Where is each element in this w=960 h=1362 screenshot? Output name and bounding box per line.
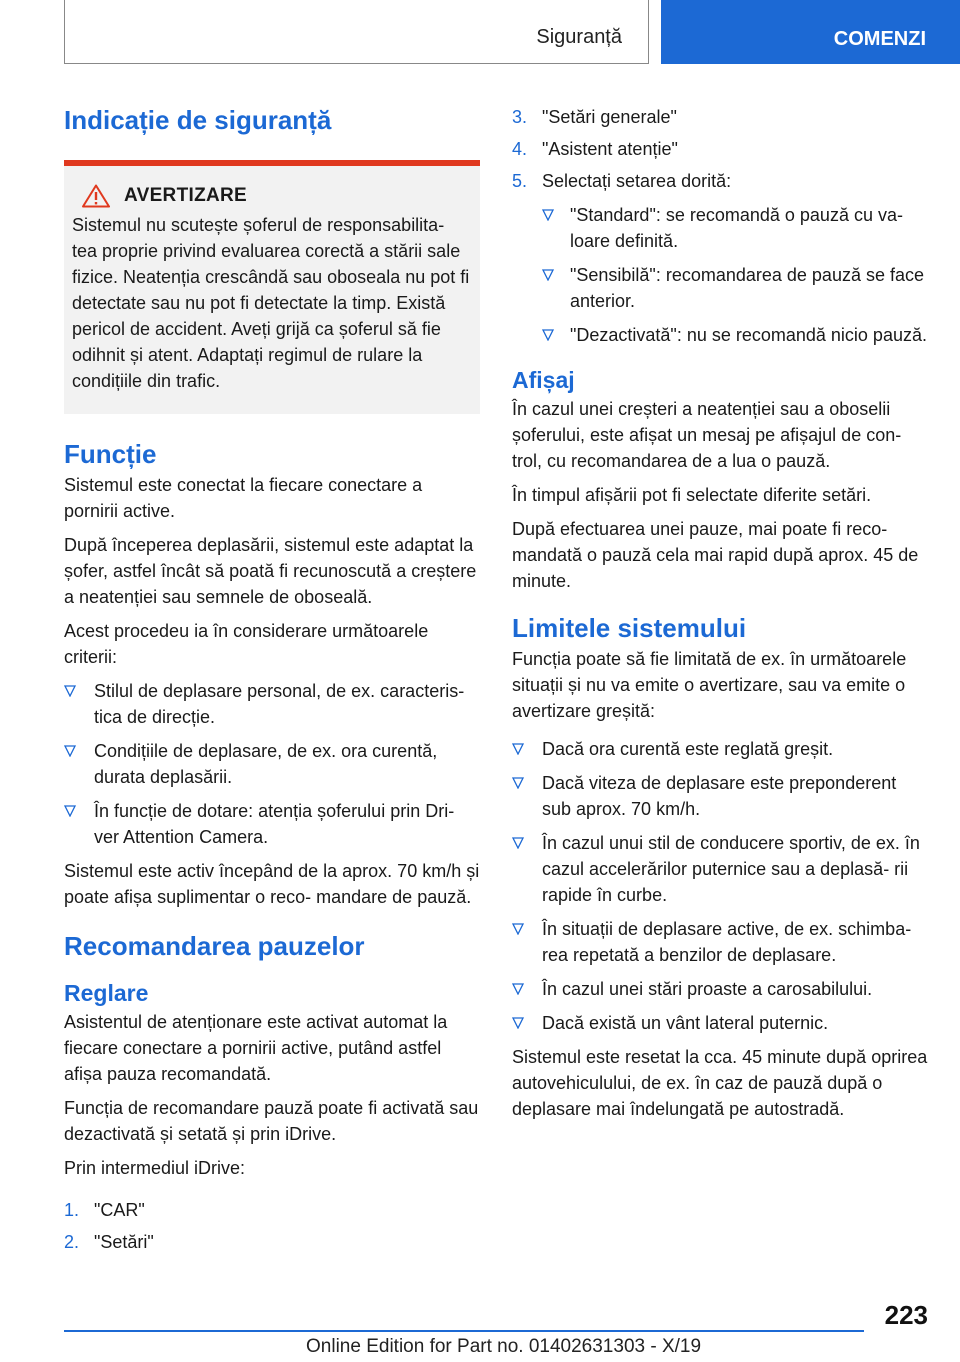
warning-box	[64, 160, 480, 414]
option-text: "Sensibilă": recomandarea de pauză se face anterior.	[570, 265, 924, 311]
limit-item	[512, 916, 928, 968]
display-title: Afișaj	[512, 367, 575, 393]
limit-text: Dacă există un vânt lateral puternic.	[542, 1012, 829, 1033]
option-item	[542, 202, 928, 254]
limit-item	[512, 830, 928, 908]
right-column	[512, 100, 928, 1130]
limits-paragraph: Funcția poate să fie limitată de ex. în următoarele situații și nu va emite o avertizare, sau va emite o avertizare greșită:	[512, 648, 907, 721]
warning-title: AVERTIZARE	[124, 184, 247, 206]
function-title: Funcție	[64, 438, 157, 469]
options-list	[542, 202, 928, 348]
step-text: "Setări"	[94, 1232, 154, 1253]
warning-header	[82, 184, 470, 208]
option-item	[542, 262, 928, 314]
step-number: 5.	[512, 171, 528, 191]
step-number: 4.	[512, 139, 528, 159]
limit-item	[512, 976, 928, 1002]
option-text: "Dezactivată": nu se recomandă nicio pauză.	[570, 325, 927, 345]
step-number: 2.	[64, 1232, 80, 1253]
settings-paragraph: Asistentul de atenționare este activat automat la fiecare conectare a pornirii active, putând astfel afișa pauza recomandată.	[64, 1012, 448, 1085]
function-paragraph: Sistemul este activ începând de la aprox. 70 km/h și poate afișa suplimentar o reco- mandare de pauză.	[64, 860, 480, 907]
limits-paragraph: Sistemul este resetat la cca. 45 minute după oprirea autovehiculului, de ex. în caz de pauză după o deplasare mai îndelungată pe autostradă.	[512, 1046, 928, 1119]
display-paragraph: În cazul unei creșteri a neatenției sau a oboselii șoferului, este afișat un mesaj pe afișajul de con- trol, cu recomandarea de a lua o pauză.	[512, 398, 902, 471]
limit-text: În cazul unui stil de conducere sportiv, de ex. în cazul accelerărilor puternice sau a deplasă- rii rapide în curbe.	[542, 832, 920, 905]
bullet-triangle-icon	[542, 269, 554, 281]
pause-title: Recomandarea pauzelor	[64, 930, 365, 961]
limit-item	[512, 770, 928, 822]
header-section-tab	[64, 0, 649, 64]
function-paragraph: După începerea deplasării, sistemul este adaptat la șofer, astfel încât să poată fi recunoscută a creștere a neatenției sau semnele de oboseală.	[64, 534, 477, 607]
safety-title: Indicație de siguranță	[64, 105, 332, 135]
function-paragraph: Acest procedeu ia în considerare următoarele criterii:	[64, 620, 429, 667]
bullet-triangle-icon	[512, 923, 524, 935]
idrive-steps	[64, 1197, 480, 1255]
bullet-triangle-icon	[512, 777, 524, 789]
display-paragraph: După efectuarea unei pauze, mai poate fi reco- mandată o pauză cela mai rapid după aprox. 45 de minute.	[512, 518, 919, 591]
limits-list	[512, 736, 928, 1036]
option-text: "Standard": se recomandă o pauză cu va- loare definită.	[570, 205, 903, 251]
bullet-triangle-icon	[64, 685, 76, 697]
header-chapter-label: COMENZI	[833, 28, 926, 50]
limits-title: Limitele sistemului	[512, 612, 747, 643]
criteria-text: În funcție de dotare: atenția șoferului prin Dri- ver Attention Camera.	[94, 800, 455, 847]
step-item	[64, 1197, 480, 1223]
step-text: "Setări generale"	[542, 107, 677, 127]
criteria-list	[64, 678, 480, 850]
step-item	[512, 168, 928, 348]
idrive-steps-continued	[512, 104, 928, 348]
criteria-item	[64, 798, 480, 850]
step-number: 1.	[64, 1200, 80, 1221]
step-number: 3.	[512, 107, 528, 127]
limit-text: Dacă ora curentă este reglată greșit.	[542, 738, 834, 759]
page-number: 223	[884, 1300, 928, 1330]
warning-triangle-icon	[82, 184, 110, 208]
limit-text: În cazul unei stări proaste a carosabilului.	[542, 978, 873, 999]
header-section-label: Siguranță	[536, 26, 622, 48]
bullet-triangle-icon	[542, 329, 554, 341]
bullet-triangle-icon	[512, 983, 524, 995]
step-item	[512, 136, 928, 162]
edition-note: Online Edition for Part no. 01402631303 - X/19	[306, 1336, 702, 1357]
settings-paragraph: Prin intermediul iDrive:	[64, 1158, 246, 1179]
bullet-triangle-icon	[512, 743, 524, 755]
footer-divider	[64, 1330, 864, 1332]
option-item	[542, 322, 928, 348]
left-column	[64, 100, 480, 1261]
step-item	[512, 104, 928, 130]
header-chapter-tab	[661, 0, 960, 64]
bullet-triangle-icon	[64, 745, 76, 757]
limit-text: În situații de deplasare active, de ex. schimba- rea repetată a benzilor de deplasare.	[542, 918, 912, 965]
criteria-text: Condițiile de deplasare, de ex. ora curentă, durata deplasării.	[94, 740, 438, 787]
limit-item	[512, 736, 928, 762]
criteria-text: Stilul de deplasare personal, de ex. caracteris- tica de direcție.	[94, 680, 465, 727]
settings-paragraph: Funcția de recomandare pauză poate fi activată sau dezactivată și setată și prin iDrive.	[64, 1098, 479, 1145]
warning-text: Sistemul nu scutește șoferul de responsabilita- tea proprie privind evaluarea corectă a stării sale fizice. Neatenția crescândă sau oboseala nu pot fi detectate sau nu pot fi detectate la timp. Există pericol de accident. Aveți grijă ca șoferul să fie odihnit și atent. Adaptați regimul de rulare la condițiile din trafic.	[72, 214, 470, 391]
step-text: Selectați setarea dorită:	[542, 171, 732, 191]
bullet-triangle-icon	[512, 1017, 524, 1029]
limit-text: Dacă viteza de deplasare este preponderent sub aprox. 70 km/h.	[542, 772, 897, 819]
criteria-item	[64, 678, 480, 730]
criteria-item	[64, 738, 480, 790]
function-paragraph: Sistemul este conectat la fiecare conectare a pornirii active.	[64, 474, 423, 521]
limit-item	[512, 1010, 928, 1036]
step-item	[64, 1229, 480, 1255]
settings-title: Reglare	[64, 980, 149, 1007]
bullet-triangle-icon	[64, 805, 76, 817]
step-text: "CAR"	[94, 1200, 145, 1221]
bullet-triangle-icon	[542, 209, 554, 221]
display-paragraph: În timpul afișării pot fi selectate diferite setări.	[512, 484, 872, 505]
bullet-triangle-icon	[512, 837, 524, 849]
step-text: "Asistent atenție"	[542, 139, 678, 159]
